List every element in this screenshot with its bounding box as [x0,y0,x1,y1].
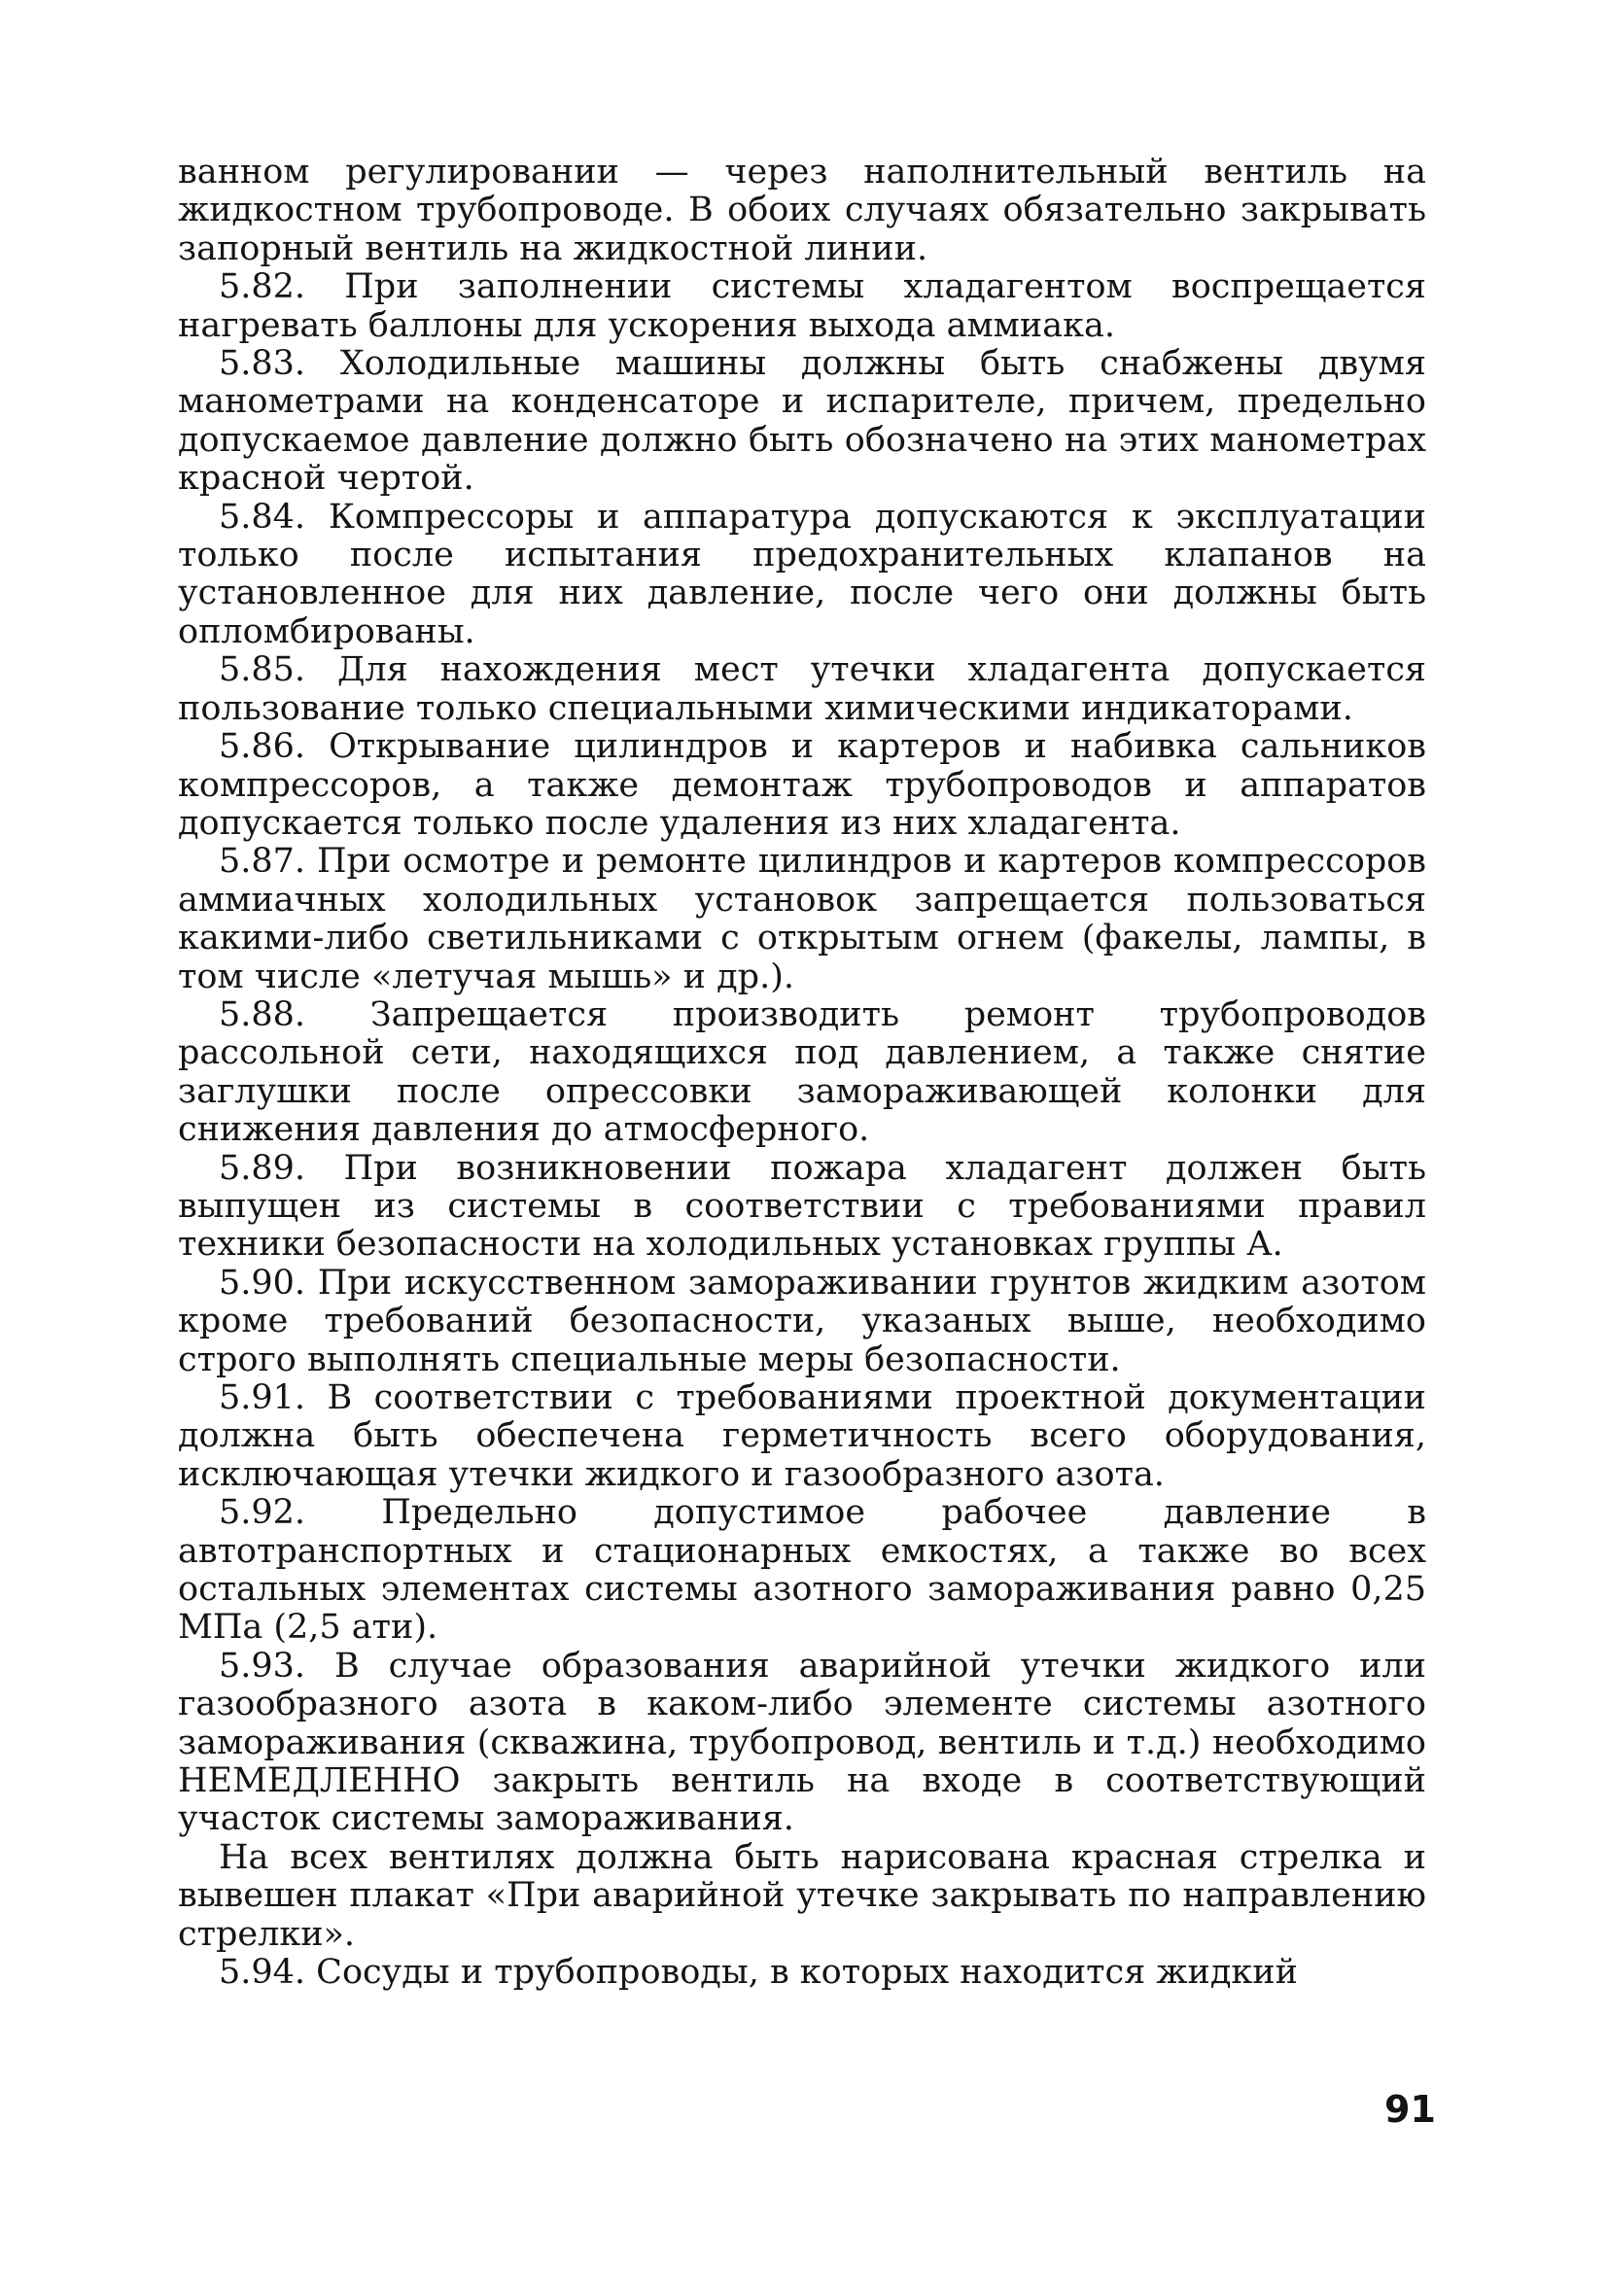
paragraph-5-91: 5.91. В соответствии с требованиями проектной документации должна быть обеспечена герметичность всего оборудования, исключающая утечки жидкого и газообразного азота. [178,1378,1426,1494]
paragraph-5-90: 5.90. При искусственном замораживании грунтов жидким азотом кроме требований безопасности, указаных выше, необходимо строго выполнять специальные меры безопасности. [178,1263,1426,1379]
paragraph-5-83: 5.83. Холодильные машины должны быть снабжены двумя манометрами на конденсаторе и испарителе, причем, предельно допускаемое давление должно быть обозначено на этих манометрах красной чертой. [178,344,1426,499]
paragraph-valves-arrow: На всех вентилях должна быть нарисована красная стрелка и вывешен плакат «При аварийной утечке закрывать по направлению стрелки». [178,1837,1426,1954]
paragraph-5-89: 5.89. При возникновении пожара хладагент должен быть выпущен из системы в соответствии с требованиями правил техники безопасности на холодильных установках группы А. [178,1148,1426,1265]
body-text [178,154,1426,1993]
paragraph-5-93: 5.93. В случае образования аварийной утечки жидкого или газообразного азота в каком-либо элементе системы азотного замораживания (скважина, трубопровод, вентиль и т.д.) необходимо НЕМЕДЛЕННО закрыть вентиль на входе в соответствующий участок системы замораживания. [178,1646,1426,1839]
paragraph-5-86: 5.86. Открывание цилиндров и картеров и набивка сальников компрессоров, а также демонтаж трубопроводов и аппаратов допускается только после удаления из них хладагента. [178,727,1426,843]
paragraph-5-88: 5.88. Запрещается производить ремонт трубопроводов рассольной сети, находящихся под давлением, а также снятие заглушки после опрессовки замораживающей колонки для снижения давления до атмосферного. [178,994,1426,1150]
paragraph-5-84: 5.84. Компрессоры и аппаратура допускаются к эксплуатации только после испытания предохранительных клапанов на установленное для них давление, после чего они должны быть опломбированы. [178,497,1426,651]
paragraph-5-82: 5.82. При заполнении системы хладагентом воспрещается нагревать баллоны для ускорения выхода аммиака. [178,267,1426,345]
paragraph-continuation: ванном регулировании — через наполнительный вентиль на жидкостном трубопроводе. В обоих случаях обязательно закрывать запорный вентиль на жидкостной линии. [178,153,1426,268]
paragraph-5-87: 5.87. При осмотре и ремонте цилиндров и картеров компрессоров аммиачных холодильных установок запрещается пользоваться какими-либо светильниками с открытым огнем (факелы, лампы, в том числе «летучая мышь» и др.). [178,842,1426,996]
page-number: 91 [1384,2088,1436,2131]
paragraph-5-85: 5.85. Для нахождения мест утечки хладагента допускается пользование только специальными химическими индикаторами. [178,650,1426,728]
paragraph-5-92: 5.92. Предельно допустимое рабочее давление в автотранспортных и стационарных емкостях, а также во всех остальных элементах системы азотного замораживания равно 0,25 МПа (2,5 ати). [178,1493,1426,1648]
paragraph-5-94: 5.94. Сосуды и трубопроводы, в которых находится жидкий [219,1953,1298,1993]
